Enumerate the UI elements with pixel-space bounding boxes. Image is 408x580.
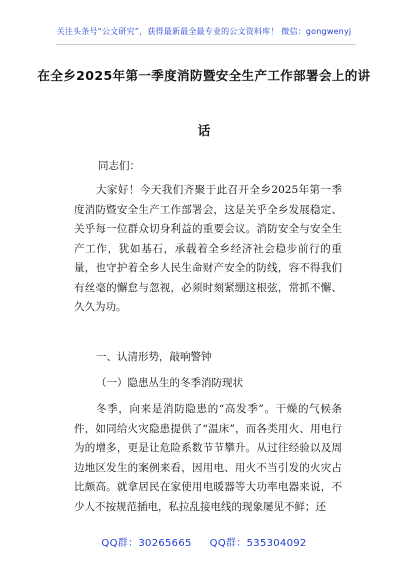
footer-qq-group-1: QQ群：30265665 xyxy=(101,538,192,549)
document-title: 在全乡2025年第一季度消防暨安全生产工作部署会上的讲 xyxy=(37,68,371,83)
document-title-continued: 话 xyxy=(197,123,211,138)
header-divider xyxy=(56,44,356,45)
header-banner: 关注头条号“公文研究”，获得最新最全最专业的公文资料库！ 微信：gongwenyj xyxy=(56,27,352,36)
paragraph-opening: 大家好！今天我们齐聚于此召开全乡2025年第一季度消防暨安全生产工作部署会，这是关乎全乡发展稳定、关乎每一位群众切身利益的重要会议。消防安全与安全生产工作，犹如基石，承载着全乡经济社会稳步前行的重量，也守护着全乡人民生命财产安全的防线，容不得我们有丝毫的懈怠与忽视，必须时刻紧绷这根弦，常抓不懈、久久为功。 xyxy=(74,184,342,313)
footer-contact xyxy=(0,534,408,549)
paragraph-winter-status: 冬季，向来是消防隐患的“高发季”。干燥的气候条件，如同给火灾隐患提供了“温床”，而各类用火、用电行为的增多，更是让危险系数节节攀升。从过往经验以及周边地区发生的案例来看，因用电、用火不当引发的火灾占比颇高。就拿居民在家使用电暖器等大功率电器来说，不少人不按规范插电，私拉乱接电线的现象屡见不鲜；还 xyxy=(74,403,342,513)
section-heading: 一、认清形势，敲响警钟 xyxy=(96,351,212,363)
subsection-heading: （一）隐患丛生的冬季消防现状 xyxy=(96,377,243,389)
salutation: 同志们： xyxy=(98,160,140,172)
footer-qq-group-2: QQ群：535304092 xyxy=(209,538,307,549)
